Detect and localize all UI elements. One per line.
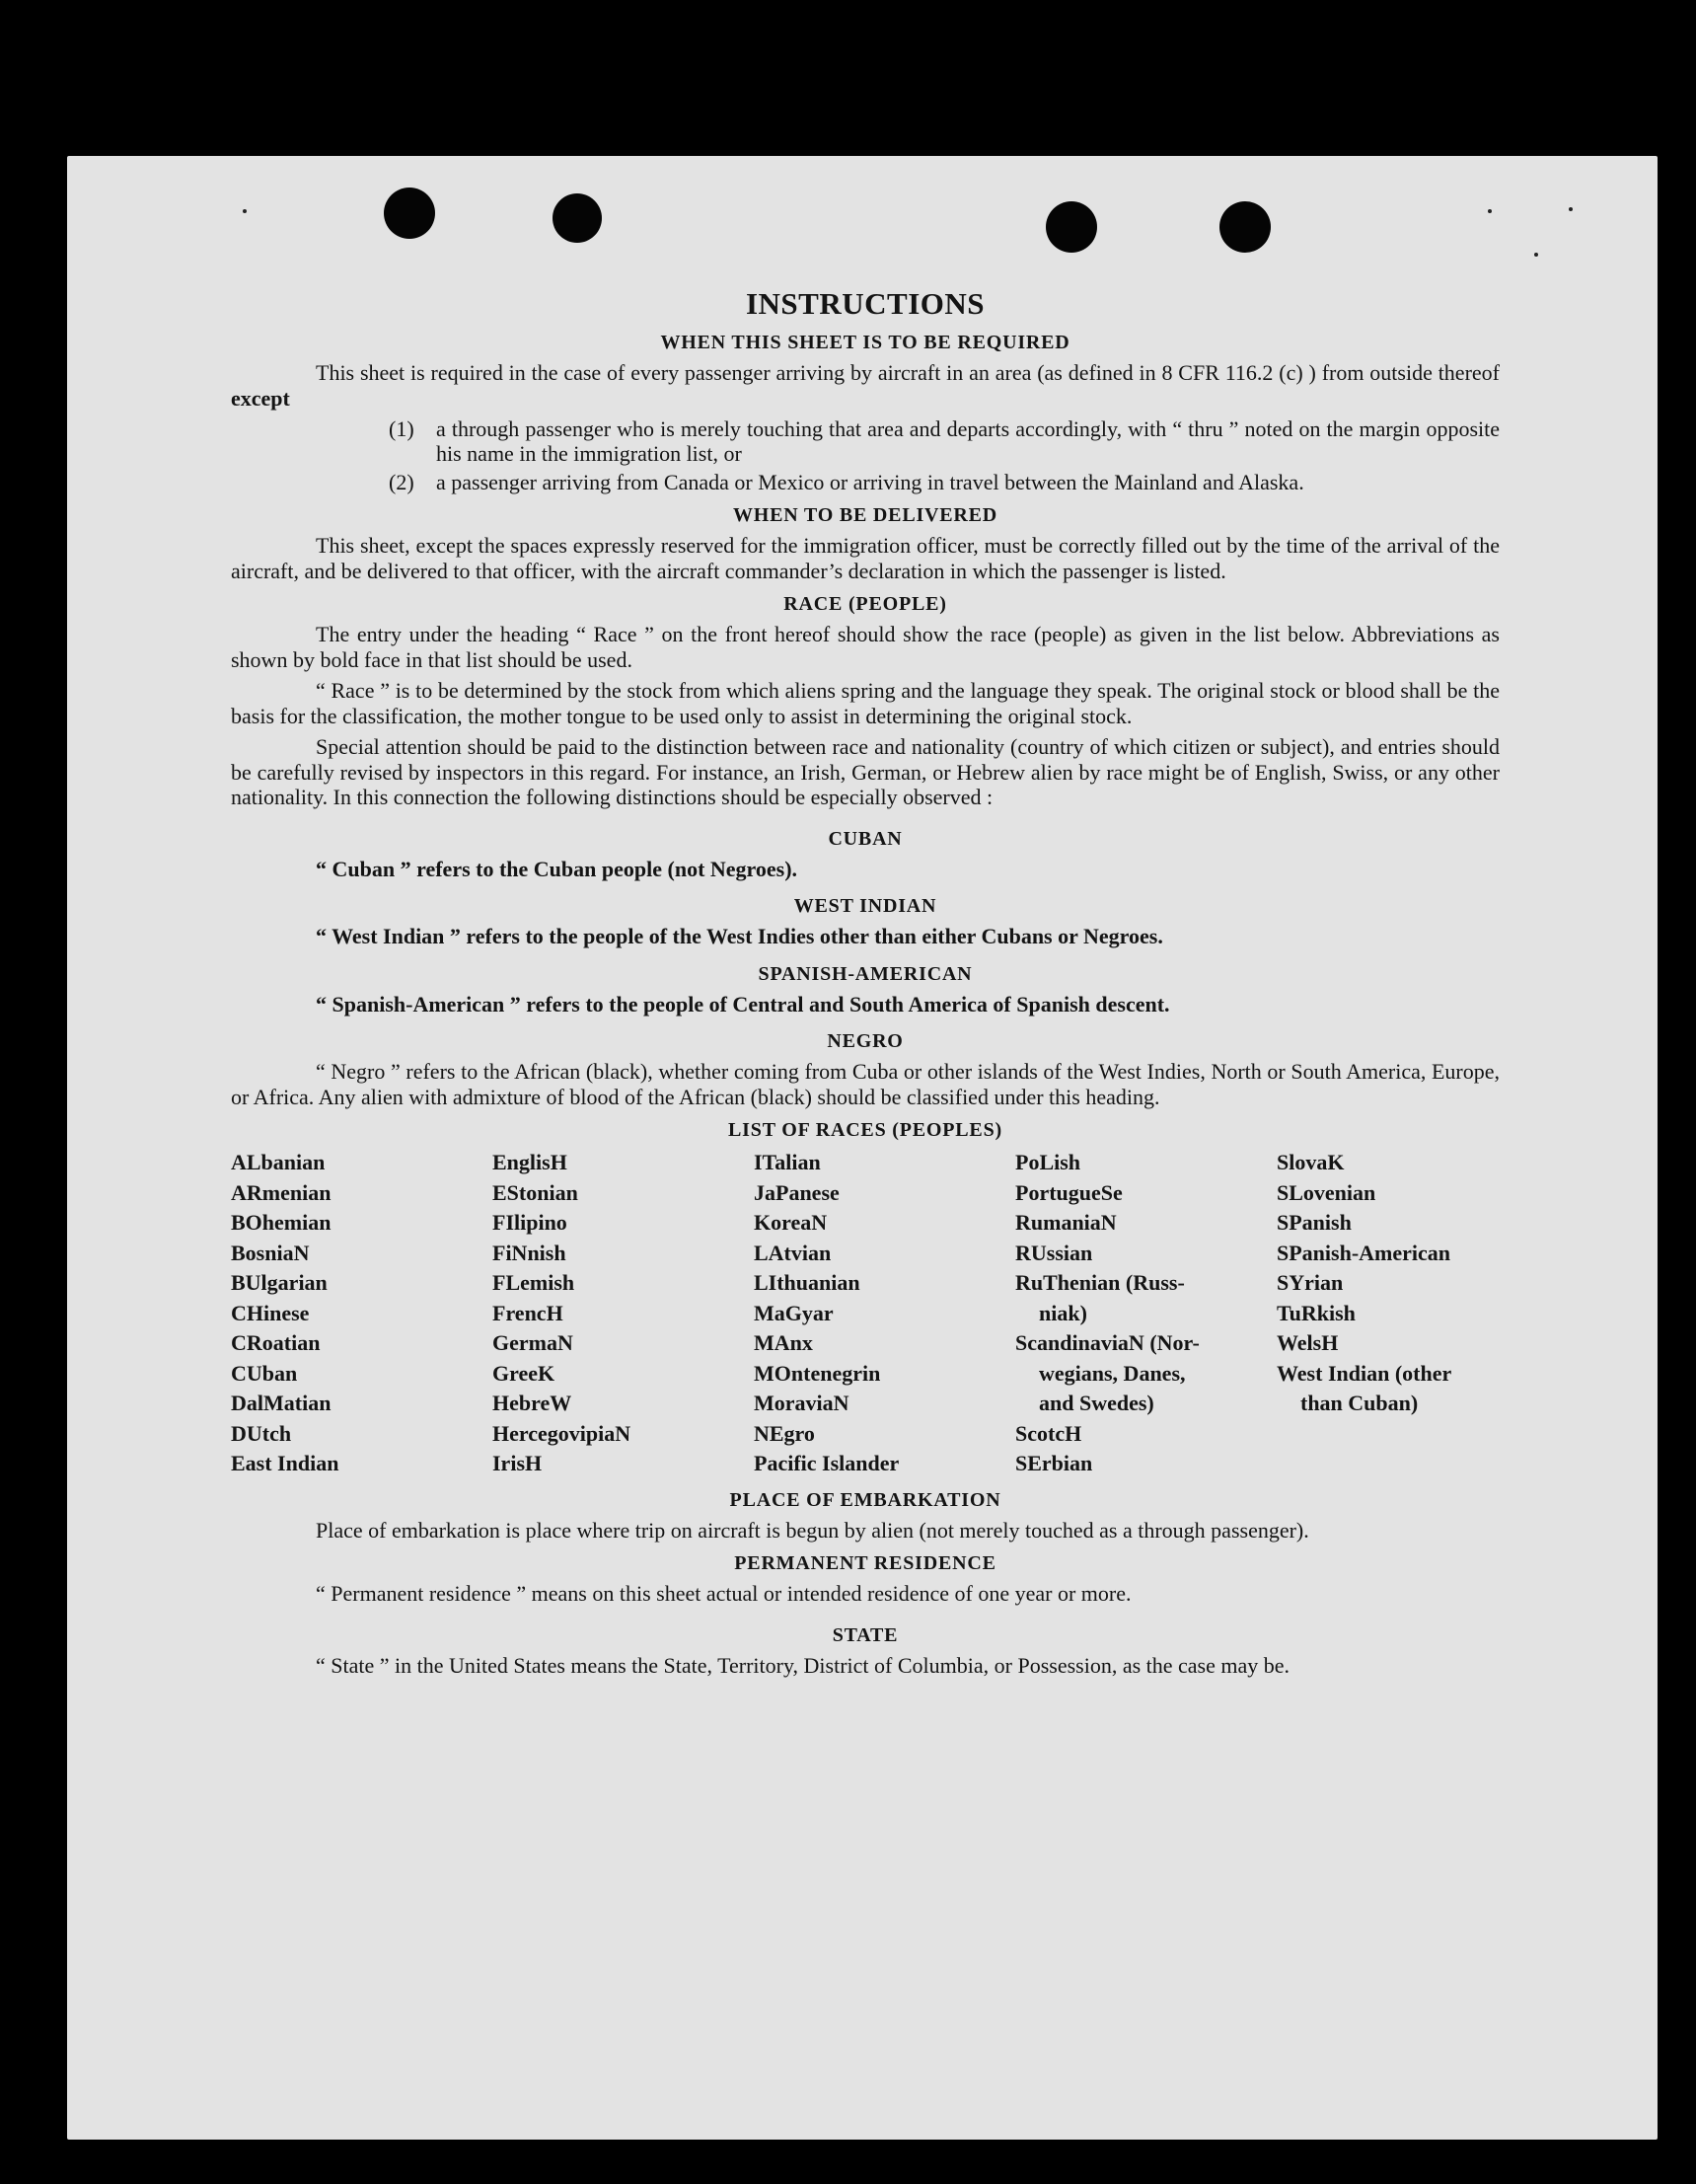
punch-hole (1046, 201, 1097, 253)
list-item: PoLish (1015, 1150, 1081, 1174)
race-column (492, 1148, 754, 1479)
section-heading: WHEN TO BE DELIVERED (732, 504, 998, 526)
speck (243, 209, 247, 213)
page-title: INSTRUCTIONS (745, 286, 985, 321)
list-item: PortugueSe (1015, 1179, 1123, 1205)
race-column (1277, 1148, 1500, 1479)
item-text: a through passenger who is merely touching that area and departs accordingly, with “ thru ” noted on the margin opposite his name in the immigration list, or (436, 416, 1500, 466)
list-item: NEgro (754, 1420, 815, 1446)
list-item: JaPanese (754, 1179, 840, 1205)
list-item: DUtch (231, 1420, 292, 1446)
list-item: SYrian (1277, 1270, 1344, 1295)
section-heading: PLACE OF EMBARKATION (729, 1488, 1001, 1511)
list-item: DalMatian (231, 1391, 332, 1415)
list-item: ScotcH (1015, 1420, 1082, 1446)
list-item: GreeK (492, 1360, 555, 1386)
list-item: CRoatian (231, 1330, 321, 1355)
paragraph: “ Cuban ” refers to the Cuban people (not Negroes). (316, 856, 798, 881)
section-heading: WEST INDIAN (793, 895, 937, 917)
paragraph: Special attention should be paid to the distinction between race and nationality (country of which citizen or subject), and entries should be carefully revised by inspectors in this regard. For instance, an Irish, German, or Hebrew alien by race might be of English, Swiss, or any other nationality. In this connection the following distinctions should be especially observed : (231, 734, 1500, 809)
list-item: ALbanian (231, 1150, 326, 1174)
paragraph: This sheet, except the spaces expressly reserved for the immigration officer, must be correctly filled out by the time of the arrival of the aircraft, and be delivered to that officer, with the aircraft commander’s declaration in which the passenger is listed. (231, 533, 1500, 583)
speck (1488, 209, 1492, 213)
paragraph: “ Negro ” refers to the African (black), whether coming from Cuba or other islands of the West Indies, North or South America, Europe, or Africa. Any alien with admixture of blood of the African (black) should be classified under this heading. (231, 1059, 1500, 1109)
section-heading: NEGRO (827, 1030, 904, 1052)
list-item: and Swedes) (1039, 1391, 1154, 1415)
list-item (389, 416, 1500, 466)
paragraph: “ State ” in the United States means the State, Territory, District of Columbia, or Possession, as the case may be. (316, 1652, 1290, 1678)
section-heading: RACE (PEOPLE) (783, 593, 947, 615)
instructions-content (231, 286, 1500, 1684)
list-item: BUlgarian (231, 1270, 328, 1295)
section-heading: LIST OF RACES (PEOPLES) (728, 1119, 1002, 1141)
paragraph: “ Spanish-American ” refers to the people of Central and South America of Spanish descent. (316, 991, 1170, 1017)
list-item: MAnx (754, 1330, 813, 1355)
section-heading: PERMANENT RESIDENCE (734, 1552, 996, 1574)
list-item: IrisH (492, 1451, 543, 1475)
list-item: ARmenian (231, 1179, 332, 1205)
list-item: SLovenian (1277, 1179, 1376, 1205)
paragraph: Place of embarkation is place where trip on aircraft is begun by alien (not merely touched as a through passenger). (316, 1517, 1309, 1543)
list-item: FrencH (492, 1300, 563, 1325)
list-item: SPanish-American (1277, 1240, 1450, 1265)
list-item: than Cuban) (1300, 1391, 1419, 1415)
list-item: niak) (1039, 1300, 1087, 1325)
list-item (389, 470, 1500, 494)
list-item: LAtvian (754, 1240, 832, 1265)
speck (1569, 207, 1573, 211)
list-item: Pacific Islander (754, 1451, 900, 1475)
speck (1534, 253, 1538, 257)
list-item: MOntenegrin (754, 1360, 881, 1386)
list-item: MaGyar (754, 1300, 834, 1325)
list-item: CUban (231, 1360, 298, 1386)
list-item: CHinese (231, 1300, 310, 1325)
item-number: (1) (389, 416, 414, 441)
punch-hole (384, 188, 435, 239)
race-list (231, 1148, 1500, 1479)
list-item: RUssian (1015, 1240, 1093, 1265)
item-text: a passenger arriving from Canada or Mexico or arriving in travel between the Mainland and Alaska. (436, 470, 1304, 494)
list-item: TuRkish (1277, 1300, 1356, 1325)
section-heading: SPANISH-AMERICAN (758, 962, 973, 985)
list-item: ITalian (754, 1150, 821, 1174)
item-number: (2) (389, 470, 414, 494)
section-heading: STATE (832, 1623, 899, 1646)
list-item: WelsH (1277, 1330, 1339, 1355)
list-item: EnglisH (492, 1150, 567, 1174)
list-item: West Indian (other (1277, 1360, 1452, 1386)
list-item: RuThenian (Russ- (1015, 1270, 1185, 1295)
list-item: GermaN (492, 1330, 573, 1355)
list-item: BOhemian (231, 1210, 332, 1235)
list-item: KoreaN (754, 1210, 828, 1235)
list-item: HercegovipiaN (492, 1420, 631, 1446)
list-item: wegians, Danes, (1039, 1360, 1186, 1386)
paragraph: “ Permanent residence ” means on this sheet actual or intended residence of one year or more. (316, 1581, 1132, 1606)
list-item: BosniaN (231, 1240, 310, 1265)
race-column (231, 1148, 492, 1479)
list-item: HebreW (492, 1391, 572, 1415)
list-item: RumaniaN (1015, 1210, 1117, 1235)
race-column (754, 1148, 1015, 1479)
list-item: FiNnish (492, 1240, 566, 1265)
list-item: SPanish (1277, 1210, 1352, 1235)
list-item: SlovaK (1277, 1150, 1345, 1174)
punch-hole (553, 193, 602, 243)
paragraph-text: This sheet is required in the case of every passenger arriving by aircraft in an area (as defined in 8 CFR 116.2 (c) ) from outside thereof (316, 360, 1500, 385)
list-item: FLemish (492, 1270, 575, 1295)
paragraph: “ West Indian ” refers to the people of the West Indies other than either Cubans or Negroes. (316, 924, 1163, 948)
list-item: East Indian (231, 1451, 339, 1475)
paragraph (231, 360, 1500, 411)
list-item: MoraviaN (754, 1391, 849, 1415)
emphasis-text: except (231, 385, 290, 411)
paragraph: The entry under the heading “ Race ” on the front hereof should show the race (people) as given in the list below. Abbreviations as shown by bold face in that list should be used. (231, 622, 1500, 672)
list-item: EStonian (492, 1179, 578, 1205)
race-column (1015, 1148, 1277, 1479)
list-item: SErbian (1015, 1451, 1093, 1475)
section-heading: CUBAN (828, 827, 903, 850)
punch-hole (1219, 201, 1271, 253)
list-item: FIlipino (492, 1210, 567, 1235)
list-item: ScandinaviaN (Nor- (1015, 1330, 1200, 1355)
paragraph: “ Race ” is to be determined by the stock from which aliens spring and the language they speak. The original stock or blood shall be the basis for the classification, the mother tongue to be used only to assist in determining the original stock. (231, 678, 1500, 728)
list-item: LIthuanian (754, 1270, 860, 1295)
section-heading: WHEN THIS SHEET IS TO BE REQUIRED (660, 332, 1070, 353)
